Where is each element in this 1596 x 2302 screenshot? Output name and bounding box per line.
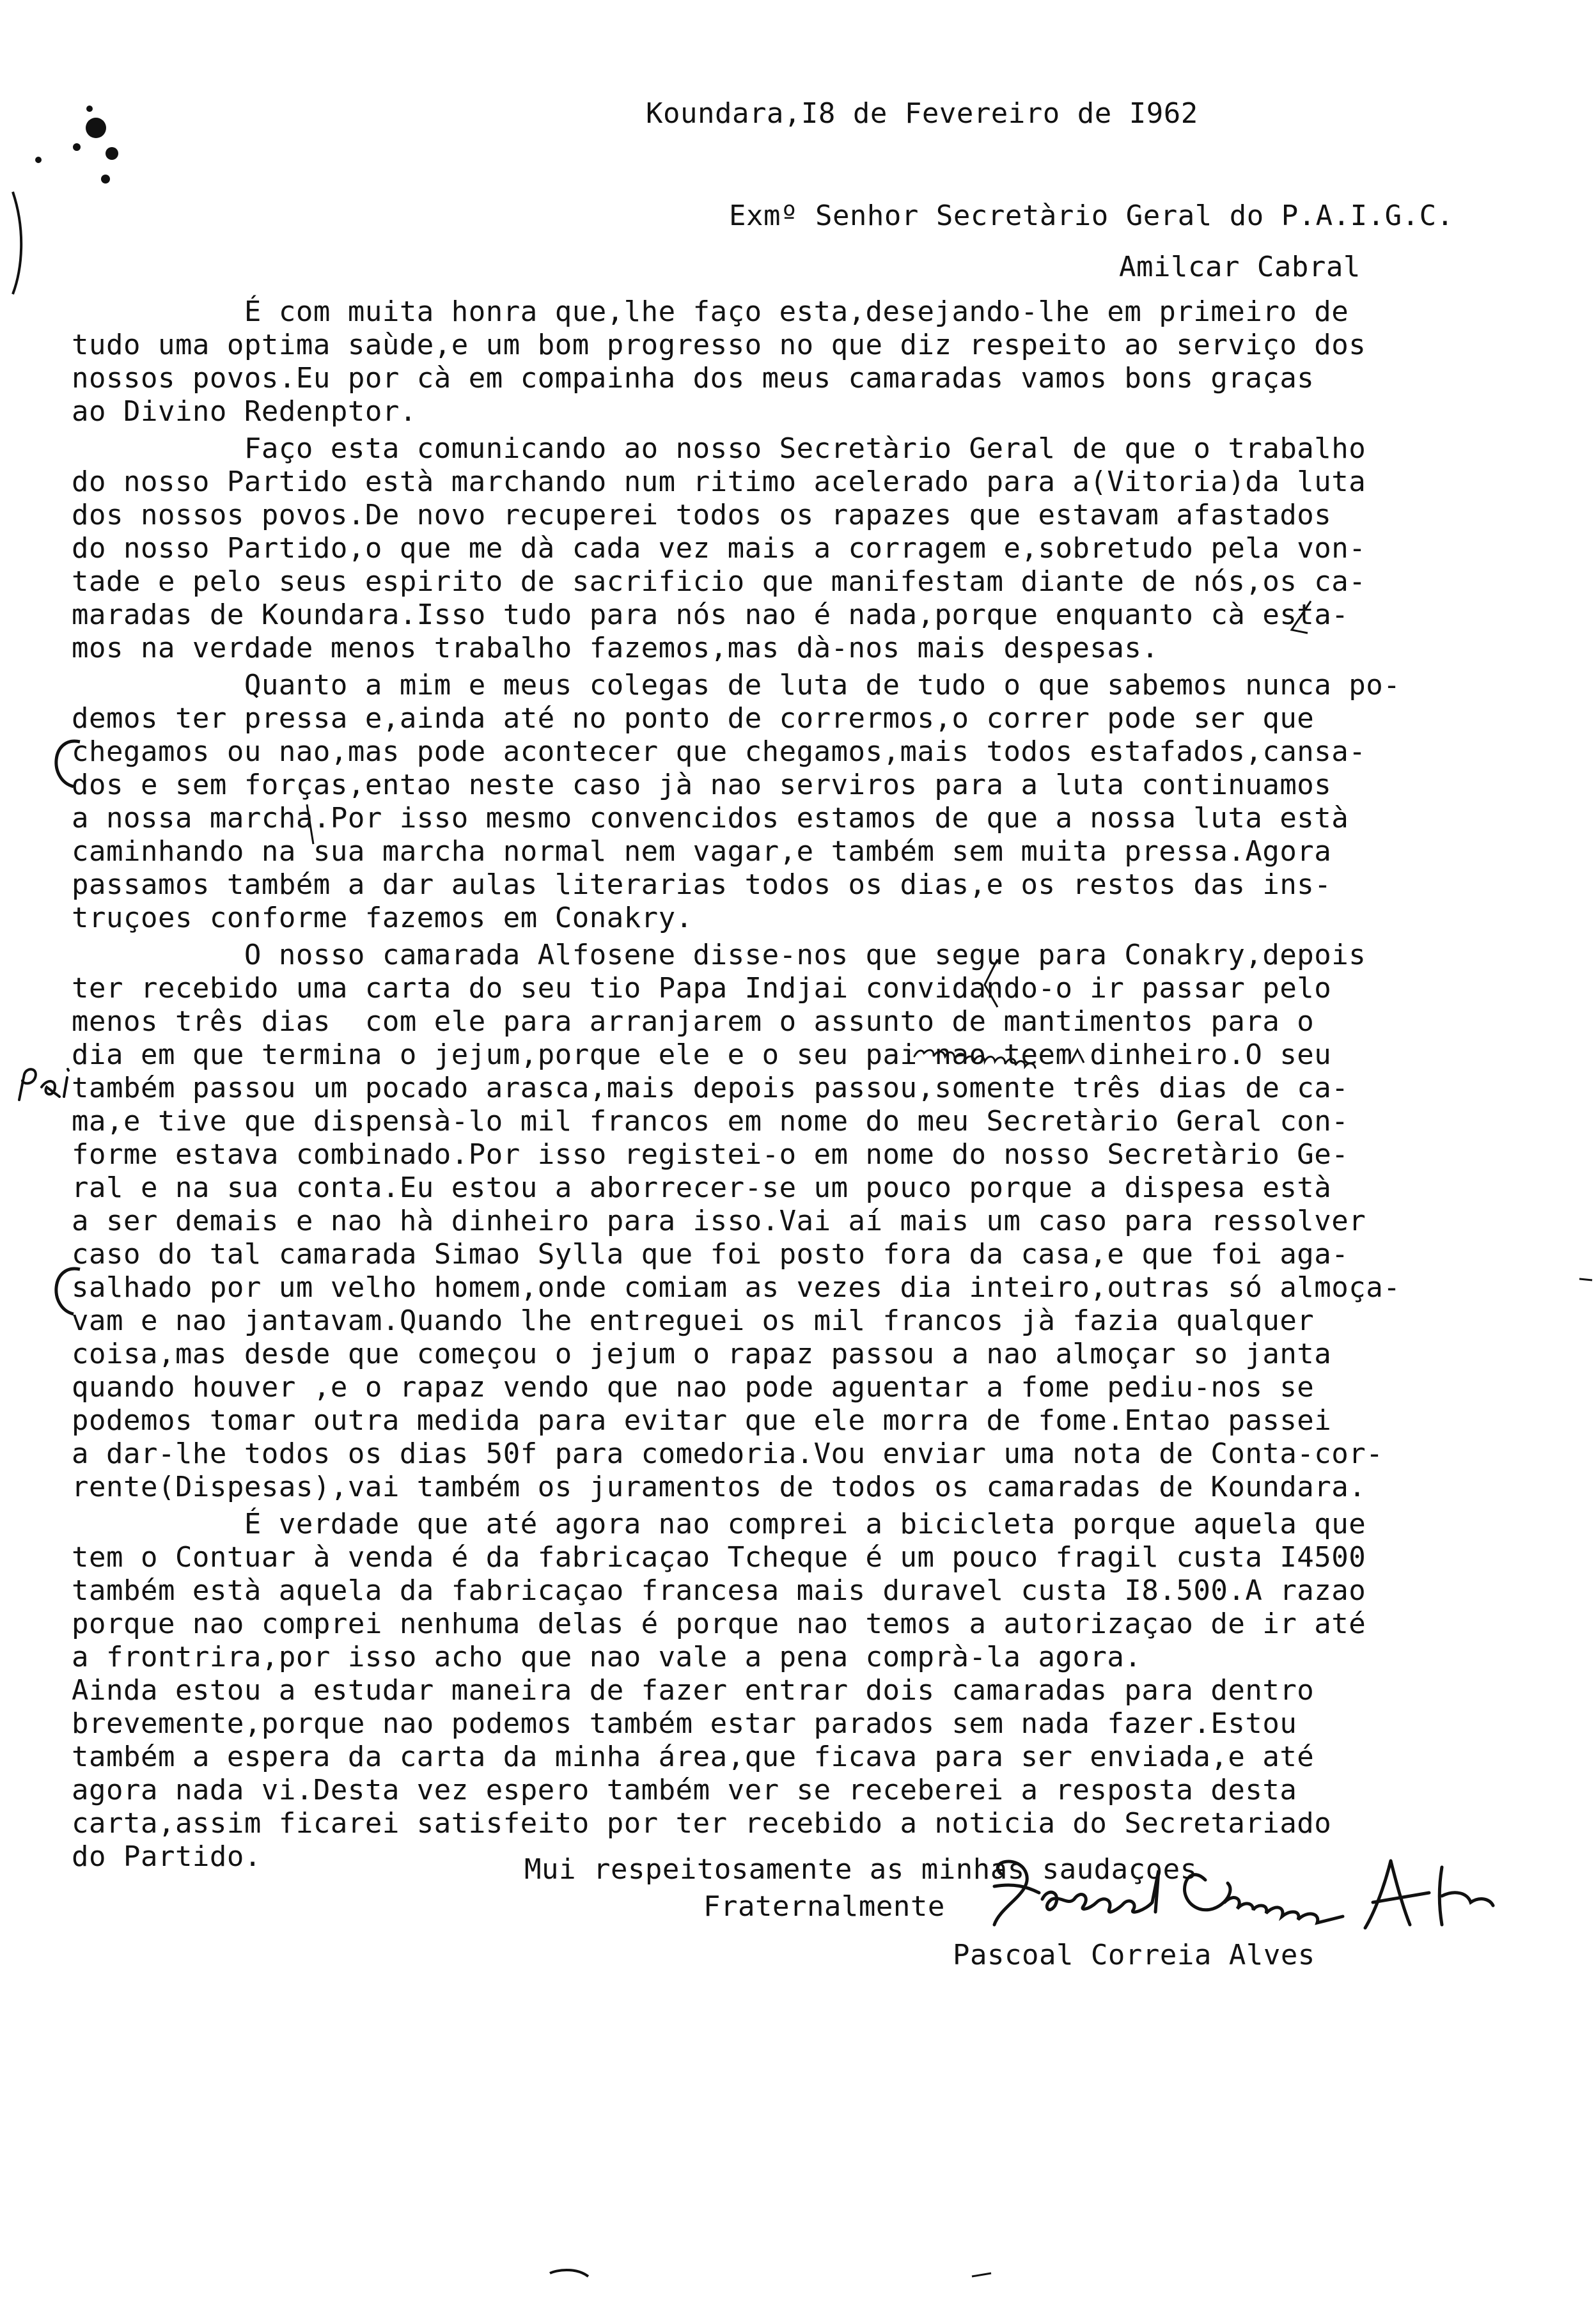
body-line: quando houver ,e o rapaz vendo que nao pode aguentar a fome pediu-nos se <box>72 1371 1315 1404</box>
body-line: dos e sem forças,entao neste caso jà nao serviros para a luta continuamos <box>72 769 1332 801</box>
closing-salutation: Mui respeitosamente as minhas saudaçoes <box>524 1853 1198 1886</box>
body-line: a frontrira,por isso acho que nao vale a pena comprà-la agora. <box>72 1641 1142 1673</box>
closing-fraternal: Fraternalmente <box>703 1890 945 1923</box>
body-line: maradas de Koundara.Isso tudo para nós nao é nada,porque enquanto cà esta- <box>72 599 1349 631</box>
body-line: passamos também a dar aulas literarias todos os dias,e os restos das ins- <box>72 868 1332 901</box>
handwritten-margin-note <box>13 1061 83 1106</box>
body-line: caso do tal camarada Simao Sylla que foi posto fora da casa,e que foi aga- <box>72 1238 1349 1271</box>
body-line: Ainda estou a estudar maneira de fazer entrar dois camaradas para dentro <box>72 1674 1315 1707</box>
body-line: tem o Contuar à venda é da fabricaçao Tcheque é um pouco fragil custa I4500 <box>72 1541 1366 1574</box>
body-line: Faço esta comunicando ao nosso Secretàrio Geral de que o trabalho <box>72 432 1366 465</box>
body-line: Quanto a mim e meus colegas de luta de tudo o que sabemos nunca po- <box>72 669 1401 701</box>
body-line: coisa,mas desde que começou o jejum o rapaz passou a nao almoçar so janta <box>72 1338 1332 1370</box>
body-line: também a espera da carta da minha área,que ficava para ser enviada,e até <box>72 1741 1315 1773</box>
body-line: do nosso Partido,o que me dà cada vez mais a corragem e,sobretudo pela von- <box>72 532 1366 565</box>
body-line: também està aquela da fabricaçao francesa mais duravel custa I8.500.A razao <box>72 1574 1366 1607</box>
body-line: O nosso camarada Alfosene disse-nos que segue para Conakry,depois <box>72 939 1366 971</box>
body-line: forme estava combinado.Por isso registei-o em nome do nosso Secretàrio Ge- <box>72 1138 1349 1171</box>
handwritten-signature <box>982 1848 1506 1938</box>
body-line: demos ter pressa e,ainda até no ponto de corrermos,o correr pode ser que <box>72 702 1315 735</box>
body-line: do nosso Partido està marchando num ritimo acelerado para a(Vitoria)da luta <box>72 466 1366 498</box>
body-line: É com muita honra que,lhe faço esta,desejando-lhe em primeiro de <box>72 295 1349 328</box>
body-line: dia em que termina o jejum,porque ele e o seu pai nao teem dinheiro.O seu <box>72 1038 1332 1071</box>
addressee-name: Amilcar Cabral <box>1119 251 1361 283</box>
body-line: carta,assim ficarei satisfeito por ter recebido a noticia do Secretariado <box>72 1807 1332 1840</box>
body-line: também passou um pocado arasca,mais depois passou,somente três dias de ca- <box>72 1072 1349 1104</box>
body-line: tudo uma optima saùde,e um bom progresso no que diz respeito ao serviço dos <box>72 329 1366 361</box>
body-line: salhado por um velho homem,onde comiam as vezes dia inteiro,outras só almoça- <box>72 1271 1401 1304</box>
body-line: porque nao comprei nenhuma delas é porque nao temos a autorizaçao de ir até <box>72 1608 1366 1640</box>
date-line: Koundara,I8 de Fevereiro de I962 <box>646 97 1198 130</box>
body-line: dos nossos povos.De novo recuperei todos os rapazes que estavam afastados <box>72 499 1332 531</box>
body-line: a ser demais e nao hà dinheiro para isso.Vai aí mais um caso para ressolver <box>72 1205 1366 1237</box>
body-line: tade e pelo seus espirito de sacrificio que manifestam diante de nós,os ca- <box>72 565 1366 598</box>
body-line: do Partido. <box>72 1840 262 1873</box>
body-line: mos na verdade menos trabalho fazemos,mas dà-nos mais despesas. <box>72 632 1159 664</box>
body-line: caminhando na sua marcha normal nem vagar,e também sem muita pressa.Agora <box>72 835 1332 868</box>
body-line: menos três dias com ele para arranjarem o assunto de mantimentos para o <box>72 1005 1315 1038</box>
body-line: agora nada vi.Desta vez espero também ver se receberei a resposta desta <box>72 1774 1297 1806</box>
body-line: truçoes conforme fazemos em Conakry. <box>72 902 693 934</box>
body-line: a dar-lhe todos os dias 50f para comedoria.Vou enviar uma nota de Conta-cor- <box>72 1437 1384 1470</box>
body-line: a nossa marcha.Por isso mesmo convencidos estamos de que a nossa luta està <box>72 802 1349 834</box>
body-line: ma,e tive que dispensà-lo mil francos em nome do meu Secretàrio Geral con- <box>72 1105 1349 1138</box>
body-line: vam e nao jantavam.Quando lhe entreguei os mil francos jà fazia qualquer <box>72 1304 1315 1337</box>
body-line: podemos tomar outra medida para evitar que ele morra de fome.Entao passei <box>72 1404 1332 1437</box>
handwritten-insertion <box>908 1031 1106 1069</box>
addressee-title: Exmº Senhor Secretàrio Geral do P.A.I.G.C. <box>729 200 1454 232</box>
body-line: nossos povos.Eu por cà em compainha dos meus camaradas vamos bons graças <box>72 362 1315 395</box>
body-line: ao Divino Redenptor. <box>72 395 417 428</box>
body-line: ral e na sua conta.Eu estou a aborrecer-se um pouco porque a dispesa està <box>72 1171 1332 1204</box>
body-line: É verdade que até agora nao comprei a bicicleta porque aquela que <box>72 1508 1366 1540</box>
body-line: brevemente,porque nao podemos também estar parados sem nada fazer.Estou <box>72 1707 1297 1740</box>
body-line: chegamos ou nao,mas pode acontecer que chegamos,mais todos estafados,cansa- <box>72 735 1366 768</box>
body-line: ter recebido uma carta do seu tio Papa Indjai convidando-o ir passar pelo <box>72 972 1332 1005</box>
typed-signatory-name: Pascoal Correia Alves <box>953 1939 1315 1971</box>
body-line: rente(Dispesas),vai também os juramentos de todos os camaradas de Koundara. <box>72 1471 1366 1503</box>
